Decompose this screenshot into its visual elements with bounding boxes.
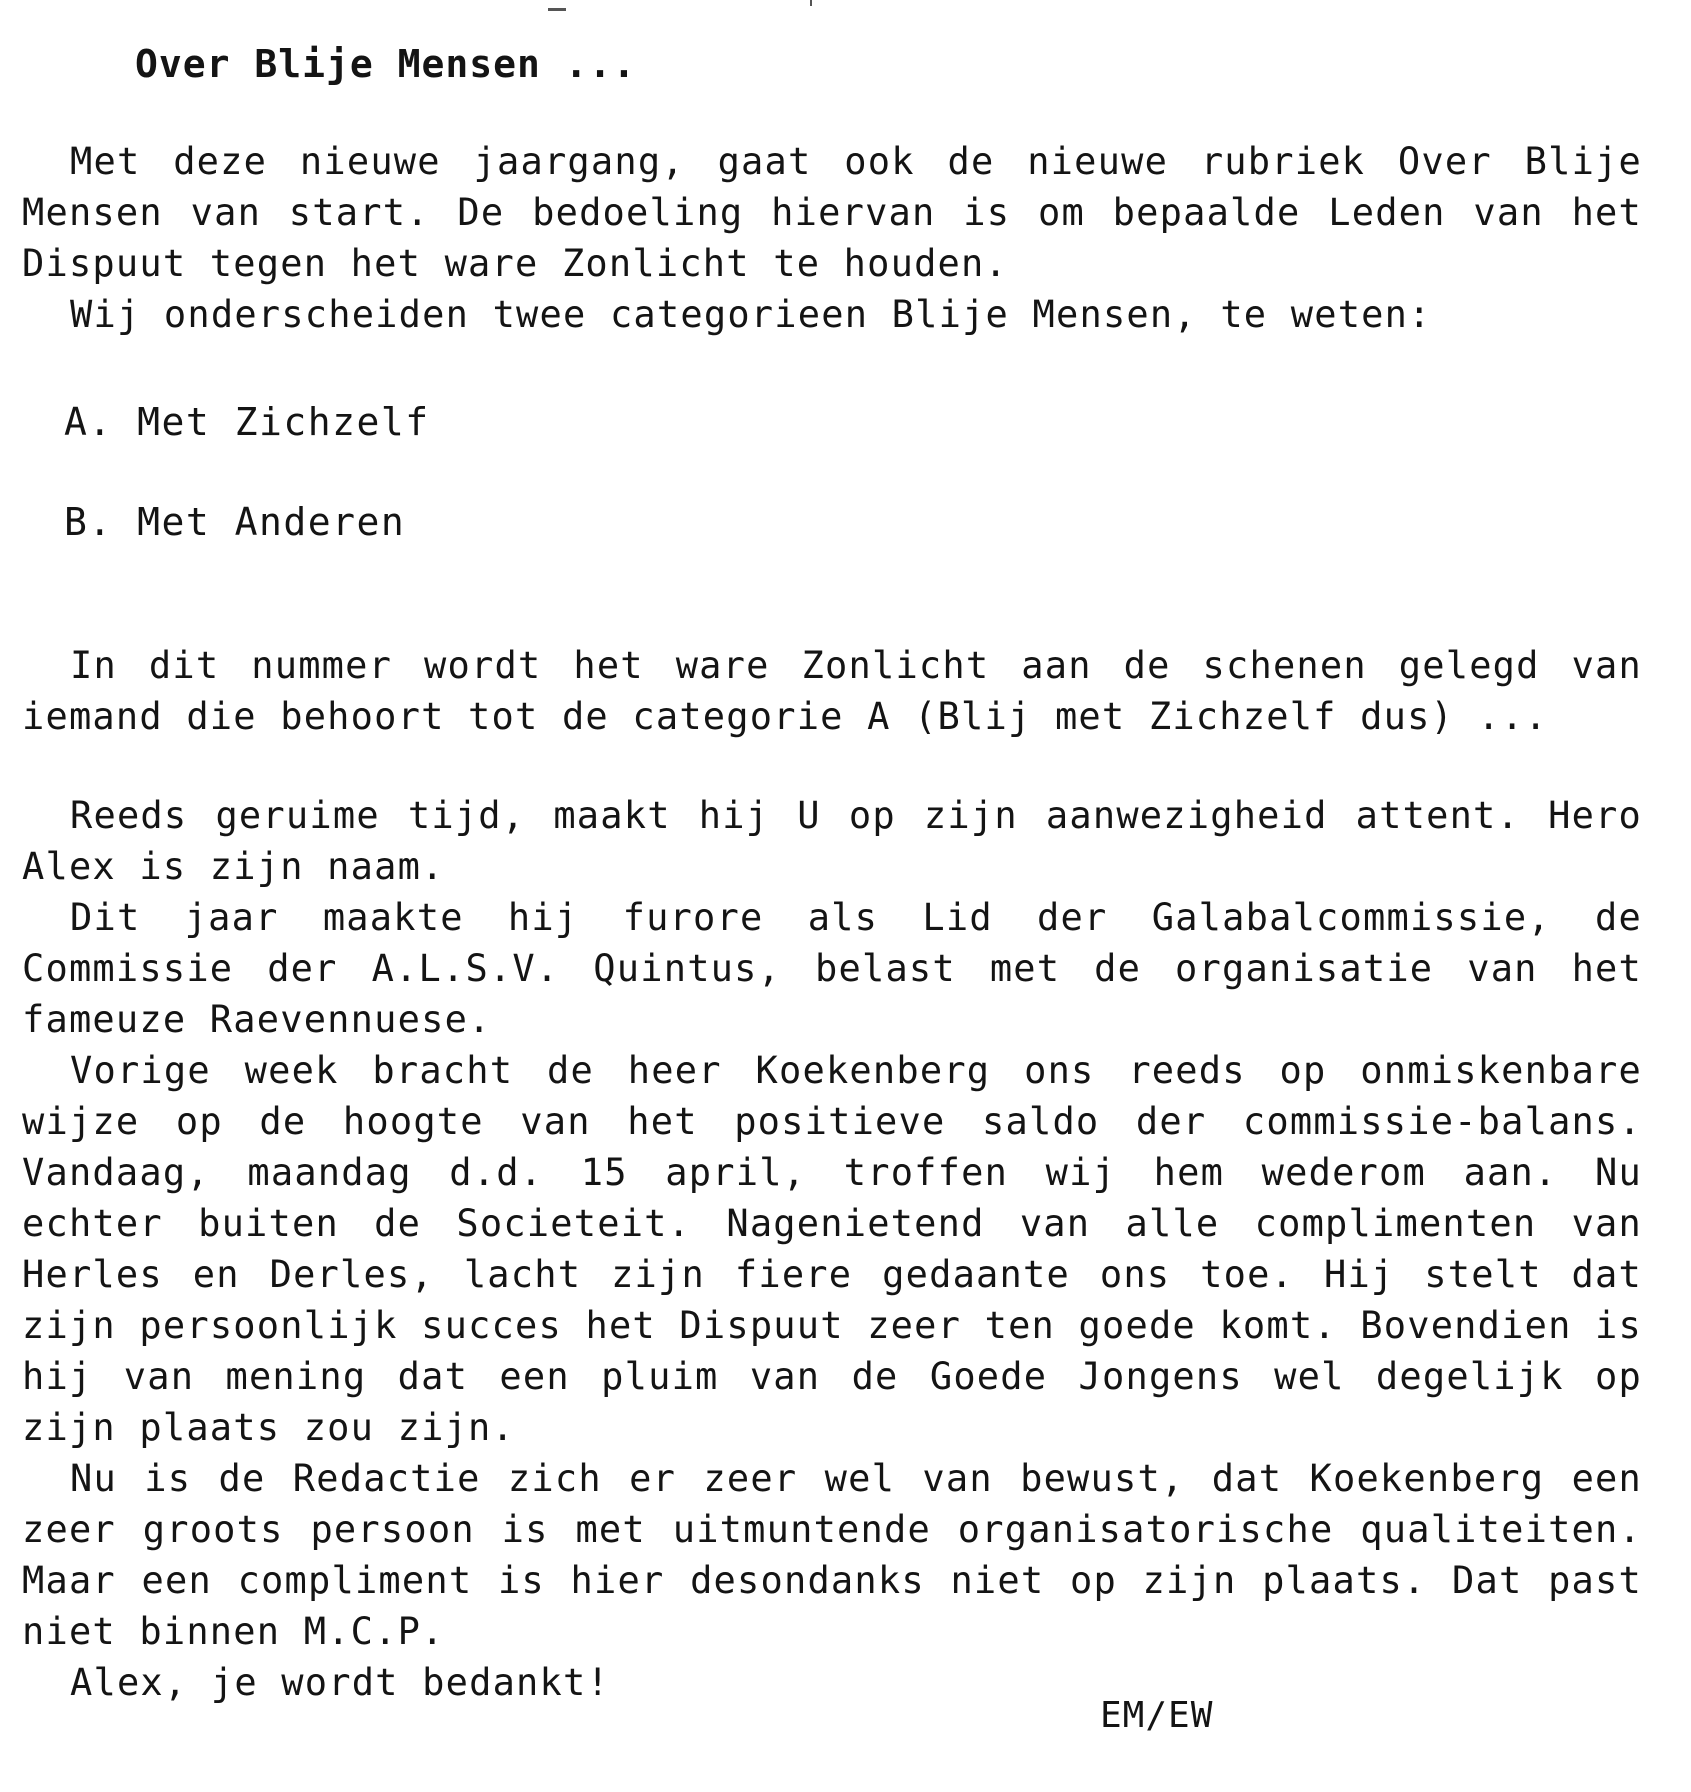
categories-intro: Wij onderscheiden twee categorieen Blije Mensen, te weten: bbox=[70, 293, 1432, 336]
paragraph: Vorige week bracht de heer Koekenberg ons reeds op onmiskenbare wijze op de hoogte van het positieve saldo der commissie-balans. Vandaag, maandag d.d. 15 april, troffen wij hem wederom aan. Nu echter buiten de Societeit. Nagenietend van alle complimenten van Herles en Derles, lacht zijn fiere gedaante ons toe. Hij stelt dat zijn persoonlijk succes het Dispuut zeer ten goede komt. Bovendien is hij van mening dat een pluim van de Goede Jongens wel degelijk op zijn plaats zou zijn. bbox=[22, 1049, 1642, 1449]
paragraph: Alex, je wordt bedankt! bbox=[70, 1661, 610, 1704]
article-title: Over Blije Mensen ... bbox=[135, 42, 637, 86]
author-signature: EM/EW bbox=[1100, 1695, 1214, 1736]
intro-block bbox=[22, 136, 1642, 340]
paragraph: Reeds geruime tijd, maakt hij U op zijn aanwezigheid attent. Hero Alex is zijn naam. bbox=[22, 794, 1642, 888]
paragraph-block-2 bbox=[22, 790, 1642, 1708]
paragraph: Nu is de Redactie zich er zeer wel van bewust, dat Koekenberg een zeer groots persoon is met uitmuntende organisatorische qualiteiten. Maar een compliment is hier desondanks niet op zijn plaats. Dat past niet binnen M.C.P. bbox=[22, 1457, 1642, 1653]
scan-speck bbox=[548, 8, 566, 11]
paragraph-block-1 bbox=[22, 640, 1642, 742]
intro-paragraph: Met deze nieuwe jaargang, gaat ook de nieuwe rubriek Over Blije Mensen van start. De bedoeling hiervan is om bepaalde Leden van het Dispuut tegen het ware Zonlicht te houden. bbox=[22, 140, 1642, 285]
paragraph: In dit nummer wordt het ware Zonlicht aan de schenen gelegd van iemand die behoort tot de categorie A (Blij met Zichzelf dus) ... bbox=[22, 644, 1642, 738]
category-a: A. Met Zichzelf bbox=[64, 400, 430, 444]
category-b: B. Met Anderen bbox=[64, 500, 406, 544]
scan-speck bbox=[810, 0, 812, 6]
paragraph: Dit jaar maakte hij furore als Lid der Galabalcommissie, de Commissie der A.L.S.V. Quintus, belast met de organisatie van het fameuze Raevennuese. bbox=[22, 896, 1642, 1041]
